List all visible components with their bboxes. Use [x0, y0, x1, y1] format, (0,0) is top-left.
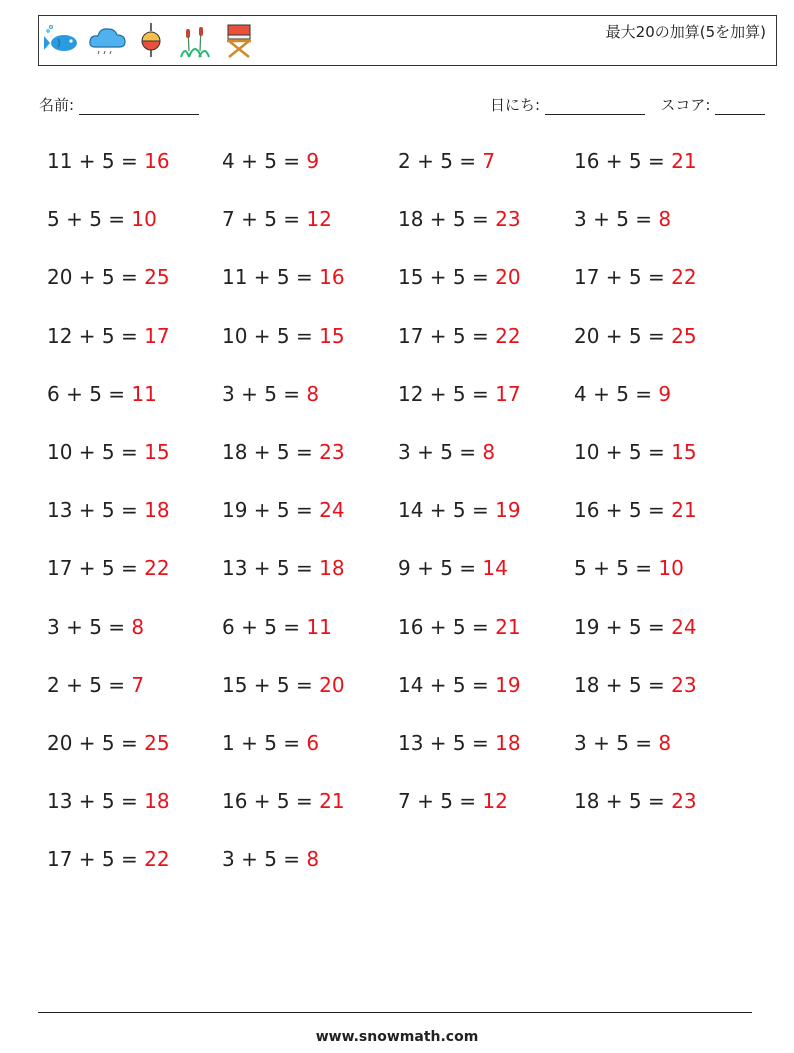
- problem-question: 20 + 5 =: [574, 323, 672, 348]
- problem-item: [398, 553, 574, 611]
- problem-answer: 15: [319, 323, 345, 348]
- problem-answer: 25: [671, 323, 697, 348]
- problem-question: 18 + 5 =: [222, 439, 320, 464]
- problem-item: [222, 204, 398, 262]
- worksheet-title: 最大20の加算(5を加算): [605, 23, 766, 41]
- problem-answer: 22: [495, 323, 521, 348]
- problem-question: 13 + 5 =: [47, 789, 145, 814]
- problem-item: [222, 379, 398, 437]
- problem-question: 12 + 5 =: [47, 323, 145, 348]
- problem-item: [398, 495, 574, 553]
- problem-question: 2 + 5 =: [398, 149, 483, 173]
- problem-question: 16 + 5 =: [574, 149, 672, 173]
- problem-answer: 23: [319, 439, 345, 464]
- problem-item: [222, 262, 398, 320]
- problem-answer: 10: [131, 207, 157, 232]
- problem-question: 13 + 5 =: [398, 730, 496, 755]
- problem-question: 5 + 5 =: [574, 556, 659, 581]
- problem-answer: 17: [144, 323, 170, 348]
- cattail-reeds-icon: [175, 21, 215, 61]
- problem-answer: 20: [319, 672, 345, 697]
- problem-question: 19 + 5 =: [222, 498, 320, 523]
- problem-answer: 23: [495, 207, 521, 232]
- problem-question: 3 + 5 =: [398, 439, 483, 464]
- problem-item: [574, 553, 750, 611]
- problem-answer: 8: [482, 439, 496, 464]
- problem-question: 11 + 5 =: [222, 265, 320, 290]
- name-label: 名前:: [39, 96, 75, 114]
- date-blank-line[interactable]: [545, 100, 645, 115]
- problem-item: [574, 437, 750, 495]
- problem-item: [574, 786, 750, 844]
- problem-item: [47, 612, 222, 670]
- problem-answer: 11: [306, 614, 332, 639]
- problem-answer: 18: [144, 498, 170, 523]
- problem-answer: 18: [495, 730, 521, 755]
- problem-answer: 7: [131, 672, 145, 697]
- problem-question: 12 + 5 =: [398, 381, 496, 406]
- problem-item: [398, 146, 574, 204]
- worksheet-header: [38, 15, 777, 66]
- date-score-fields: [490, 94, 765, 115]
- problem-item: [574, 379, 750, 437]
- problem-item: [398, 321, 574, 379]
- problem-answer: 24: [671, 614, 697, 639]
- problem-item: [222, 786, 398, 844]
- problem-question: 17 + 5 =: [574, 265, 672, 290]
- problem-question: 16 + 5 =: [398, 614, 496, 639]
- problem-question: 15 + 5 =: [398, 265, 496, 290]
- problem-question: 20 + 5 =: [47, 730, 145, 755]
- problem-item: [222, 437, 398, 495]
- problem-question: 18 + 5 =: [574, 672, 672, 697]
- problem-answer: 11: [131, 381, 157, 406]
- problem-question: 18 + 5 =: [574, 789, 672, 814]
- header-icons: [43, 20, 259, 62]
- problem-question: 7 + 5 =: [222, 207, 307, 232]
- problem-answer: 8: [131, 614, 145, 639]
- problem-question: 10 + 5 =: [222, 323, 320, 348]
- name-field: [39, 94, 199, 115]
- name-blank-line[interactable]: [79, 100, 199, 115]
- problem-item: [574, 146, 750, 204]
- problem-question: 5 + 5 =: [47, 207, 132, 232]
- problem-item: [398, 379, 574, 437]
- score-label: スコア:: [660, 96, 711, 114]
- problem-answer: 15: [671, 439, 697, 464]
- problem-question: 4 + 5 =: [222, 149, 307, 173]
- problem-answer: 6: [306, 730, 320, 755]
- problem-answer: 25: [144, 730, 170, 755]
- problem-question: 2 + 5 =: [47, 672, 132, 697]
- problem-question: 17 + 5 =: [47, 556, 145, 581]
- rain-cloud-icon: [87, 21, 127, 61]
- problem-answer: 8: [658, 730, 672, 755]
- problem-answer: 22: [144, 556, 170, 581]
- problem-question: 10 + 5 =: [574, 439, 672, 464]
- problem-item: [47, 146, 222, 204]
- problem-item: [398, 204, 574, 262]
- problem-question: 17 + 5 =: [398, 323, 496, 348]
- problem-item: [222, 844, 398, 902]
- problem-item: [222, 728, 398, 786]
- problem-answer: 19: [495, 672, 521, 697]
- problem-answer: 18: [144, 789, 170, 814]
- problem-item: [398, 670, 574, 728]
- problem-item: [398, 612, 574, 670]
- problem-answer: 15: [144, 439, 170, 464]
- problem-question: 14 + 5 =: [398, 672, 496, 697]
- problem-question: 3 + 5 =: [574, 207, 659, 232]
- problem-answer: 8: [306, 847, 320, 872]
- problem-question: 15 + 5 =: [222, 672, 320, 697]
- problem-answer: 23: [671, 672, 697, 697]
- problem-question: 6 + 5 =: [47, 381, 132, 406]
- problem-question: 18 + 5 =: [398, 207, 496, 232]
- problem-item: [574, 495, 750, 553]
- problem-question: 9 + 5 =: [398, 556, 483, 581]
- problem-answer: 23: [671, 789, 697, 814]
- problem-answer: 8: [658, 207, 672, 232]
- fishing-bobber-icon: [131, 21, 171, 61]
- problem-question: 14 + 5 =: [398, 498, 496, 523]
- problem-item: [47, 844, 222, 902]
- problem-question: 20 + 5 =: [47, 265, 145, 290]
- problem-question: 3 + 5 =: [47, 614, 132, 639]
- problem-question: 11 + 5 =: [47, 149, 145, 173]
- problem-item: [47, 437, 222, 495]
- problem-item: [47, 728, 222, 786]
- problem-item: [47, 379, 222, 437]
- fish-icon: [43, 21, 83, 61]
- problem-answer: 16: [144, 149, 170, 173]
- problem-item: [398, 262, 574, 320]
- problem-answer: 22: [144, 847, 170, 872]
- problem-item: [222, 670, 398, 728]
- problem-item: [398, 786, 574, 844]
- problem-item: [47, 321, 222, 379]
- problem-item: [398, 728, 574, 786]
- problem-item: [47, 204, 222, 262]
- problem-item: [47, 495, 222, 553]
- problem-answer: 14: [482, 556, 508, 581]
- problem-question: 3 + 5 =: [574, 730, 659, 755]
- problem-answer: 7: [482, 149, 496, 173]
- problem-answer: 16: [319, 265, 345, 290]
- problem-answer: 12: [482, 789, 508, 814]
- problem-answer: 25: [144, 265, 170, 290]
- problem-item: [222, 612, 398, 670]
- problem-item: [574, 204, 750, 262]
- problem-answer: 21: [671, 498, 697, 523]
- score-blank-line[interactable]: [715, 100, 765, 115]
- camp-chair-icon: [219, 21, 259, 61]
- problem-item: [222, 553, 398, 611]
- problem-question: 13 + 5 =: [222, 556, 320, 581]
- problem-answer: 20: [495, 265, 521, 290]
- problem-answer: 21: [671, 149, 697, 173]
- problem-answer: 9: [306, 149, 320, 173]
- problem-question: 16 + 5 =: [222, 789, 320, 814]
- problem-item: [47, 786, 222, 844]
- problem-question: 10 + 5 =: [47, 439, 145, 464]
- problem-grid: [47, 146, 750, 902]
- problem-answer: 12: [306, 207, 332, 232]
- problem-item: [574, 670, 750, 728]
- problem-answer: 10: [658, 556, 684, 581]
- problem-question: 16 + 5 =: [574, 498, 672, 523]
- footer-divider: [38, 1012, 752, 1013]
- problem-item: [398, 437, 574, 495]
- problem-question: 3 + 5 =: [222, 381, 307, 406]
- problem-answer: 21: [495, 614, 521, 639]
- problem-item: [574, 728, 750, 786]
- problem-question: 17 + 5 =: [47, 847, 145, 872]
- problem-answer: 17: [495, 381, 521, 406]
- problem-item: [222, 321, 398, 379]
- problem-item: [47, 262, 222, 320]
- problem-question: 13 + 5 =: [47, 498, 145, 523]
- problem-question: 7 + 5 =: [398, 789, 483, 814]
- problem-question: 19 + 5 =: [574, 614, 672, 639]
- problem-question: 6 + 5 =: [222, 614, 307, 639]
- problem-item: [47, 553, 222, 611]
- problem-answer: 22: [671, 265, 697, 290]
- problem-item: [574, 321, 750, 379]
- problem-item: [222, 495, 398, 553]
- problem-answer: 18: [319, 556, 345, 581]
- problem-question: 1 + 5 =: [222, 730, 307, 755]
- problem-question: 3 + 5 =: [222, 847, 307, 872]
- problem-item: [47, 670, 222, 728]
- problem-question: 4 + 5 =: [574, 381, 659, 406]
- problem-answer: 21: [319, 789, 345, 814]
- problem-answer: 24: [319, 498, 345, 523]
- problem-answer: 19: [495, 498, 521, 523]
- problem-item: [574, 262, 750, 320]
- footer-url: www.snowmath.com: [315, 1029, 479, 1045]
- problem-item: [574, 612, 750, 670]
- problem-answer: 9: [658, 381, 672, 406]
- problem-item: [222, 146, 398, 204]
- problem-answer: 8: [306, 381, 320, 406]
- date-label: 日にち:: [490, 96, 541, 114]
